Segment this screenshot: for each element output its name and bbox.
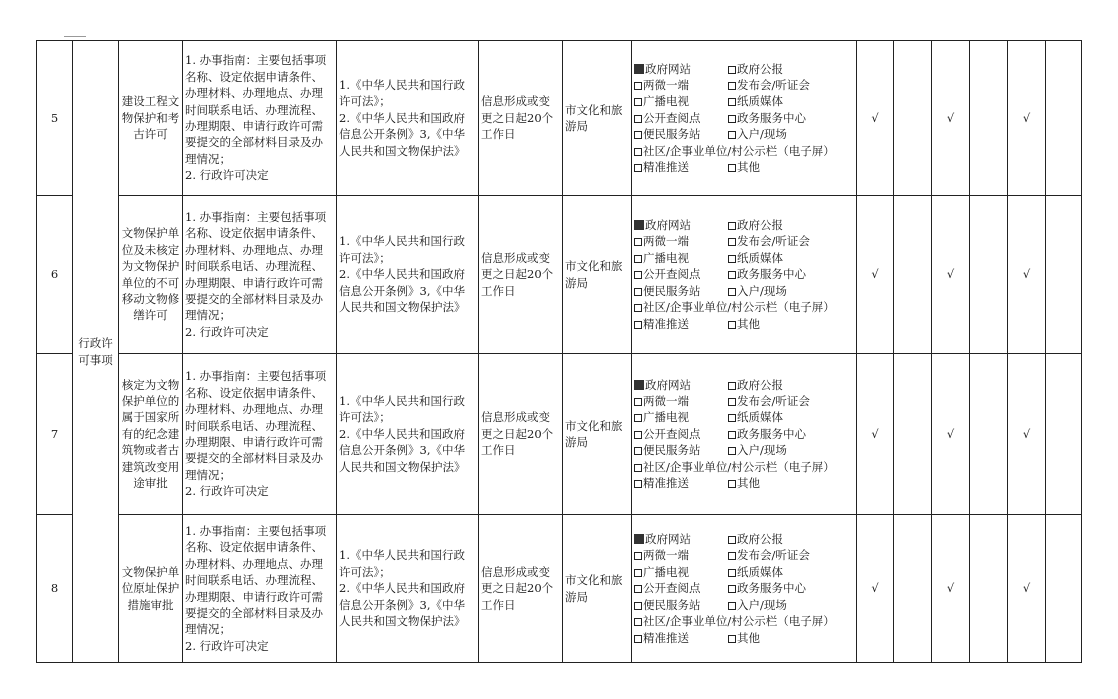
channel-option[interactable] <box>728 409 783 425</box>
disclosure-content <box>183 515 337 663</box>
unchecked-box-icon[interactable] <box>634 569 642 577</box>
unchecked-box-icon[interactable] <box>728 115 736 123</box>
unchecked-box-icon[interactable] <box>728 164 736 172</box>
mark-active: √ <box>932 515 970 663</box>
unchecked-box-icon[interactable] <box>728 131 736 139</box>
unchecked-box-icon[interactable] <box>728 431 736 439</box>
checked-box-icon[interactable] <box>634 220 644 230</box>
channel-line <box>634 316 854 332</box>
unchecked-box-icon[interactable] <box>634 618 642 626</box>
channel-label: 政府公报 <box>737 532 783 547</box>
mark-municipal: √ <box>1008 354 1046 515</box>
disclosure-content <box>183 196 337 354</box>
channel-option[interactable] <box>634 442 728 458</box>
channel-option[interactable] <box>634 580 728 596</box>
unchecked-box-icon[interactable] <box>634 431 642 439</box>
channel-label: 政府公报 <box>737 61 783 76</box>
channel-label: 广播电视 <box>643 564 689 579</box>
channel-label: 广播电视 <box>643 250 689 265</box>
channel-label: 广播电视 <box>643 410 689 425</box>
row-number: 8 <box>37 515 73 663</box>
channel-label: 发布会/听证会 <box>737 393 810 408</box>
guide-lines-line: 1. 办事指南：主要包括事项名称、设定依据申请条件、办理材料、办理地点、办理时间联系电话、办理流程、办理期限、申请行政许可需要提交的全部材料目录及办理情况； <box>185 523 327 637</box>
channel-label: 政府网站 <box>645 61 691 76</box>
channel-label: 入户/现场 <box>737 283 787 298</box>
row-number: 6 <box>37 196 73 354</box>
unchecked-box-icon[interactable] <box>634 321 642 329</box>
channel-option[interactable] <box>634 630 728 646</box>
channel-option[interactable] <box>634 475 728 491</box>
guide-lines-line: 2. 行政许可决定 <box>185 168 269 183</box>
unchecked-box-icon[interactable] <box>634 304 642 312</box>
channel-line <box>634 110 854 126</box>
channel-option[interactable] <box>634 426 728 442</box>
disclosure-time-limit: 信息形成或变更之日起20个工作日 <box>479 196 563 354</box>
channel-option[interactable] <box>634 143 835 159</box>
guide-lines-line: 2. 行政许可决定 <box>185 324 269 339</box>
item-name: 文物保护单位及未核定为文物保护单位的不可移动文物修缮许可 <box>119 196 183 354</box>
disclosure-basis <box>337 41 479 196</box>
channel-label: 政府网站 <box>645 218 691 233</box>
channel-option[interactable] <box>728 316 760 332</box>
mark-all-public: √ <box>857 515 894 663</box>
channel-option[interactable] <box>728 564 783 580</box>
mark-all-public: √ <box>857 354 894 515</box>
unchecked-box-icon[interactable] <box>634 255 642 263</box>
channel-option[interactable] <box>634 93 728 109</box>
channel-label: 两微一端 <box>643 393 689 408</box>
channel-label: 政府网站 <box>645 532 691 547</box>
mark-empty <box>970 354 1008 515</box>
channel-option[interactable] <box>634 126 728 142</box>
channel-option[interactable] <box>634 597 728 613</box>
channel-label: 纸质媒体 <box>737 410 783 425</box>
disclosure-basis <box>337 196 479 354</box>
channel-label: 纸质媒体 <box>737 564 783 579</box>
mark-active: √ <box>932 196 970 354</box>
channel-line <box>634 250 854 266</box>
channel-option[interactable] <box>634 613 835 629</box>
unchecked-box-icon[interactable] <box>728 321 736 329</box>
disclosure-table <box>36 40 1082 663</box>
channel-option[interactable] <box>728 377 783 393</box>
disclosure-time-limit: 信息形成或变更之日起20个工作日 <box>479 354 563 515</box>
unchecked-box-icon[interactable] <box>634 635 642 643</box>
unchecked-box-icon[interactable] <box>634 602 642 610</box>
unchecked-box-icon[interactable] <box>728 569 736 577</box>
channel-label: 公开查阅点 <box>643 581 701 596</box>
unchecked-box-icon[interactable] <box>728 552 736 560</box>
disclosure-content <box>183 354 337 515</box>
channel-option[interactable] <box>634 299 835 315</box>
channel-label: 精准推送 <box>643 316 689 331</box>
unchecked-box-icon[interactable] <box>728 66 736 74</box>
channel-label: 入户/现场 <box>737 443 787 458</box>
disclosure-channels <box>632 515 857 663</box>
unchecked-box-icon[interactable] <box>634 131 642 139</box>
item-name: 文物保护单位原址保护措施审批 <box>119 515 183 663</box>
channel-label: 其他 <box>737 630 760 645</box>
channel-label: 便民服务站 <box>643 127 701 142</box>
unchecked-box-icon[interactable] <box>634 414 642 422</box>
unchecked-box-icon[interactable] <box>634 288 642 296</box>
channel-line <box>634 283 854 299</box>
channel-option[interactable] <box>634 393 728 409</box>
disclosure-basis <box>337 515 479 663</box>
row-number: 7 <box>37 354 73 515</box>
channel-option[interactable] <box>634 217 728 233</box>
mark-empty <box>894 354 932 515</box>
channel-option[interactable] <box>728 77 810 93</box>
channel-label: 其他 <box>737 160 760 175</box>
channel-label: 政务服务中心 <box>737 267 806 282</box>
disclosure-channels <box>632 41 857 196</box>
channel-option[interactable] <box>634 266 728 282</box>
mark-municipal: √ <box>1008 515 1046 663</box>
guide-lines-line: 1. 办事指南：主要包括事项名称、设定依据申请条件、办理材料、办理地点、办理时间联系电话、办理流程、办理期限、申请行政许可需要提交的全部材料目录及办理情况； <box>185 369 327 482</box>
channel-option[interactable] <box>728 630 760 646</box>
channel-option[interactable] <box>728 217 783 233</box>
channel-option[interactable] <box>634 547 728 563</box>
mark-empty <box>1046 354 1082 515</box>
channel-line <box>634 475 854 491</box>
basis-lines-line: 2.《中华人民共和国政府信息公开条例》3,《中华人民共和国文物保护法》 <box>339 267 466 315</box>
disclosure-basis <box>337 354 479 515</box>
unchecked-box-icon[interactable] <box>728 585 736 593</box>
unchecked-box-icon[interactable] <box>728 288 736 296</box>
channel-line <box>634 393 854 409</box>
channel-option[interactable] <box>728 531 783 547</box>
channel-option[interactable] <box>634 250 728 266</box>
channel-option[interactable] <box>728 159 760 175</box>
unchecked-box-icon[interactable] <box>728 82 736 90</box>
channel-line <box>634 126 854 142</box>
basis-lines-line: 2.《中华人民共和国政府信息公开条例》3,《中华人民共和国文物保护法》 <box>339 110 466 158</box>
mark-empty <box>970 196 1008 354</box>
channel-label: 广播电视 <box>643 94 689 109</box>
channel-option[interactable] <box>634 377 728 393</box>
channel-line <box>634 613 854 629</box>
channel-line <box>634 159 854 175</box>
mark-all-public: √ <box>857 196 894 354</box>
channel-line <box>634 459 854 475</box>
unchecked-box-icon[interactable] <box>728 414 736 422</box>
channel-label: 入户/现场 <box>737 127 787 142</box>
channel-option[interactable] <box>634 459 835 475</box>
unchecked-box-icon[interactable] <box>634 464 642 472</box>
unchecked-box-icon[interactable] <box>634 115 642 123</box>
table-row <box>37 515 1082 663</box>
unchecked-box-icon[interactable] <box>634 238 642 246</box>
mark-empty <box>1046 515 1082 663</box>
disclosure-table-sheet <box>36 40 1082 663</box>
mark-empty <box>894 196 932 354</box>
channel-option[interactable] <box>634 61 728 77</box>
unchecked-box-icon[interactable] <box>634 98 642 106</box>
channel-label: 精准推送 <box>643 160 689 175</box>
channel-line <box>634 597 854 613</box>
channel-line <box>634 233 854 249</box>
unchecked-box-icon[interactable] <box>728 536 736 544</box>
channel-label: 纸质媒体 <box>737 94 783 109</box>
channel-label: 政府网站 <box>645 377 691 392</box>
channel-label: 社区/企事业单位/村公示栏（电子屏） <box>643 300 835 315</box>
channel-line <box>634 409 854 425</box>
channel-line <box>634 442 854 458</box>
basis-lines-line: 1.《中华人民共和国行政许可法》； <box>339 77 465 109</box>
channel-label: 政府公报 <box>737 377 783 392</box>
scan-mark <box>64 36 86 37</box>
unchecked-box-icon[interactable] <box>728 602 736 610</box>
channel-option[interactable] <box>728 547 810 563</box>
channel-line <box>634 77 854 93</box>
disclosure-agency: 市文化和旅游局 <box>563 354 632 515</box>
channel-label: 便民服务站 <box>643 597 701 612</box>
mark-empty <box>970 41 1008 196</box>
channel-line <box>634 377 854 393</box>
channel-option[interactable] <box>634 233 728 249</box>
channel-line <box>634 143 854 159</box>
channel-option[interactable] <box>634 283 728 299</box>
channel-option[interactable] <box>728 110 806 126</box>
row-number: 5 <box>37 41 73 196</box>
channel-label: 其他 <box>737 476 760 491</box>
unchecked-box-icon[interactable] <box>634 585 642 593</box>
channel-option[interactable] <box>728 426 806 442</box>
unchecked-box-icon[interactable] <box>634 447 642 455</box>
channel-line <box>634 299 854 315</box>
table-row <box>37 354 1082 515</box>
unchecked-box-icon[interactable] <box>634 148 642 156</box>
unchecked-box-icon[interactable] <box>634 82 642 90</box>
channel-option[interactable] <box>728 61 783 77</box>
channel-label: 公开查阅点 <box>643 267 701 282</box>
channel-option[interactable] <box>728 475 760 491</box>
unchecked-box-icon[interactable] <box>728 271 736 279</box>
channel-label: 两微一端 <box>643 77 689 92</box>
channel-option[interactable] <box>728 580 806 596</box>
disclosure-time-limit: 信息形成或变更之日起20个工作日 <box>479 515 563 663</box>
mark-empty <box>1046 196 1082 354</box>
channel-option[interactable] <box>728 266 806 282</box>
guide-lines-line: 2. 行政许可决定 <box>185 484 269 499</box>
channel-label: 社区/企事业单位/村公示栏（电子屏） <box>643 143 835 158</box>
basis-lines-line: 1.《中华人民共和国行政许可法》； <box>339 548 465 579</box>
item-name: 核定为文物保护单位的属于国家所有的纪念建筑物或者古建筑改变用途审批 <box>119 354 183 515</box>
mark-all-public: √ <box>857 41 894 196</box>
channel-line <box>634 426 854 442</box>
channel-label: 便民服务站 <box>643 443 701 458</box>
disclosure-content <box>183 41 337 196</box>
channel-option[interactable] <box>634 316 728 332</box>
channel-option[interactable] <box>728 283 787 299</box>
checked-box-icon[interactable] <box>634 534 644 544</box>
channel-label: 政务服务中心 <box>737 426 806 441</box>
mark-empty <box>970 515 1008 663</box>
unchecked-box-icon[interactable] <box>634 480 642 488</box>
channel-label: 公开查阅点 <box>643 110 701 125</box>
channel-line <box>634 564 854 580</box>
channel-line <box>634 93 854 109</box>
channel-label: 政务服务中心 <box>737 581 806 596</box>
unchecked-box-icon[interactable] <box>728 398 736 406</box>
channel-option[interactable] <box>634 531 728 547</box>
channel-option[interactable] <box>728 126 787 142</box>
mark-empty <box>1046 41 1082 196</box>
disclosure-time-limit: 信息形成或变更之日起20个工作日 <box>479 41 563 196</box>
mark-municipal: √ <box>1008 196 1046 354</box>
disclosure-channels <box>632 354 857 515</box>
unchecked-box-icon[interactable] <box>728 255 736 263</box>
channel-option[interactable] <box>728 93 783 109</box>
unchecked-box-icon[interactable] <box>728 447 736 455</box>
channel-label: 其他 <box>737 316 760 331</box>
table-row <box>37 41 1082 196</box>
channel-option[interactable] <box>728 393 810 409</box>
channel-label: 便民服务站 <box>643 283 701 298</box>
channel-option[interactable] <box>728 250 783 266</box>
disclosure-agency: 市文化和旅游局 <box>563 515 632 663</box>
channel-option[interactable] <box>634 564 728 580</box>
channel-option[interactable] <box>634 409 728 425</box>
channel-option[interactable] <box>634 110 728 126</box>
channel-line <box>634 266 854 282</box>
channel-line <box>634 630 854 646</box>
unchecked-box-icon[interactable] <box>728 222 736 230</box>
category-cell: 行政许可事项 <box>73 41 119 663</box>
unchecked-box-icon[interactable] <box>634 552 642 560</box>
channel-label: 精准推送 <box>643 630 689 645</box>
channel-option[interactable] <box>728 597 787 613</box>
channel-line <box>634 61 854 77</box>
disclosure-channels <box>632 196 857 354</box>
channel-line <box>634 531 854 547</box>
unchecked-box-icon[interactable] <box>728 480 736 488</box>
channel-label: 公开查阅点 <box>643 426 701 441</box>
channel-line <box>634 217 854 233</box>
channel-label: 发布会/听证会 <box>737 548 810 563</box>
channel-option[interactable] <box>634 77 728 93</box>
mark-active: √ <box>932 354 970 515</box>
unchecked-box-icon[interactable] <box>728 635 736 643</box>
channel-label: 两微一端 <box>643 234 689 249</box>
unchecked-box-icon[interactable] <box>634 271 642 279</box>
channel-label: 发布会/听证会 <box>737 77 810 92</box>
basis-lines-line: 2.《中华人民共和国政府信息公开条例》3,《中华人民共和国文物保护法》 <box>339 581 466 629</box>
channel-option[interactable] <box>728 442 787 458</box>
channel-option[interactable] <box>728 233 810 249</box>
channel-line <box>634 580 854 596</box>
checked-box-icon[interactable] <box>634 64 644 74</box>
checked-box-icon[interactable] <box>634 380 644 390</box>
disclosure-agency: 市文化和旅游局 <box>563 196 632 354</box>
channel-label: 纸质媒体 <box>737 250 783 265</box>
mark-empty <box>894 41 932 196</box>
mark-active: √ <box>932 41 970 196</box>
channel-label: 政府公报 <box>737 218 783 233</box>
disclosure-agency: 市文化和旅游局 <box>563 41 632 196</box>
mark-municipal: √ <box>1008 41 1046 196</box>
guide-lines-line: 1. 办事指南：主要包括事项名称、设定依据申请条件、办理材料、办理地点、办理时间联系电话、办理流程、办理期限、申请行政许可需要提交的全部材料目录及办理情况； <box>185 53 327 166</box>
basis-lines-line: 2.《中华人民共和国政府信息公开条例》3,《中华人民共和国文物保护法》 <box>339 426 466 474</box>
channel-label: 发布会/听证会 <box>737 234 810 249</box>
basis-lines-line: 1.《中华人民共和国行政许可法》； <box>339 393 465 425</box>
unchecked-box-icon[interactable] <box>634 398 642 406</box>
unchecked-box-icon[interactable] <box>728 382 736 390</box>
unchecked-box-icon[interactable] <box>728 238 736 246</box>
unchecked-box-icon[interactable] <box>728 98 736 106</box>
item-name: 建设工程文物保护和考古许可 <box>119 41 183 196</box>
channel-label: 两微一端 <box>643 548 689 563</box>
guide-lines-line: 2. 行政许可决定 <box>185 638 269 653</box>
basis-lines-line: 1.《中华人民共和国行政许可法》； <box>339 234 465 265</box>
unchecked-box-icon[interactable] <box>634 164 642 172</box>
table-row <box>37 196 1082 354</box>
channel-label: 社区/企事业单位/村公示栏（电子屏） <box>643 614 835 629</box>
mark-empty <box>894 515 932 663</box>
channel-line <box>634 547 854 563</box>
channel-label: 政务服务中心 <box>737 110 806 125</box>
channel-label: 入户/现场 <box>737 597 787 612</box>
channel-label: 社区/企事业单位/村公示栏（电子屏） <box>643 459 835 474</box>
channel-label: 精准推送 <box>643 476 689 491</box>
channel-option[interactable] <box>634 159 728 175</box>
guide-lines-line: 1. 办事指南：主要包括事项名称、设定依据申请条件、办理材料、办理地点、办理时间联系电话、办理流程、办理期限、申请行政许可需要提交的全部材料目录及办理情况； <box>185 209 327 323</box>
